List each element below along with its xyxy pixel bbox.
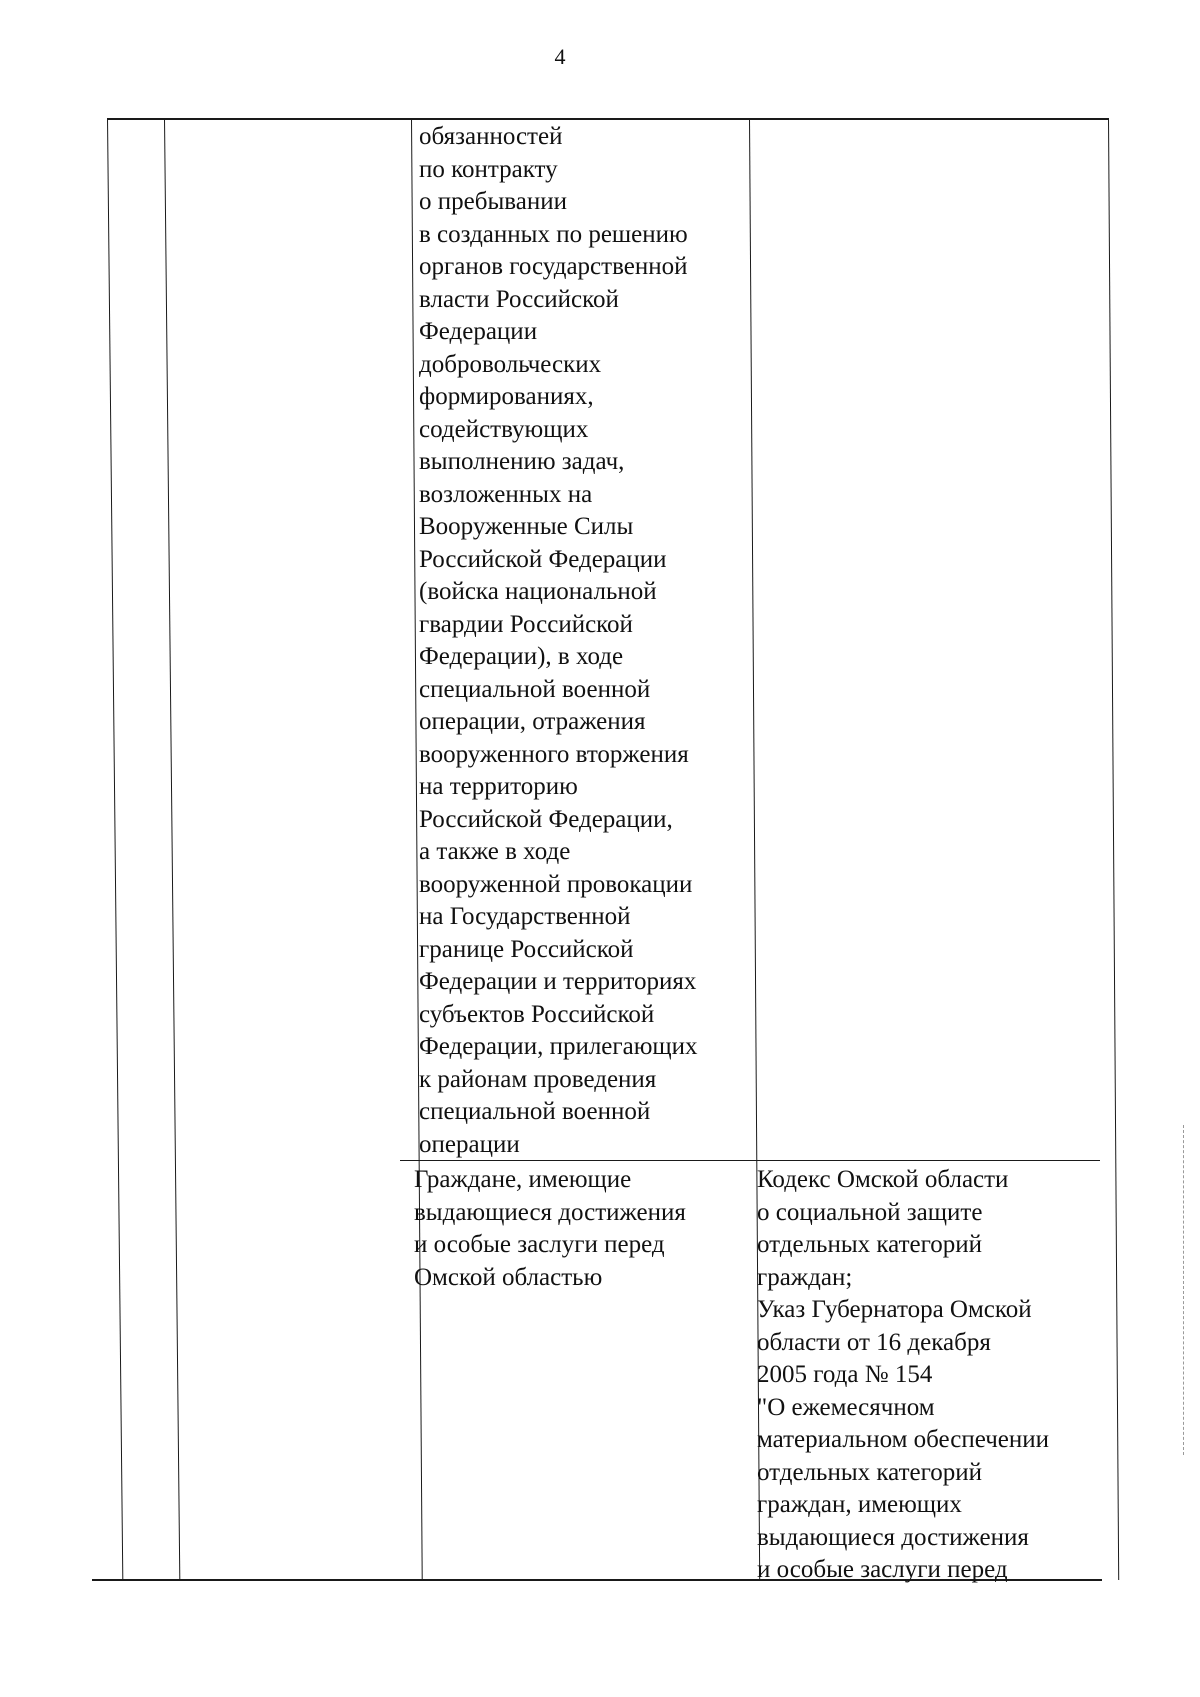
table-top-border <box>107 118 1108 120</box>
scan-edge-mark <box>1183 1125 1185 1455</box>
row2-category-cell: Граждане, имеющие выдающиеся достижения и особые заслуги перед Омской областью <box>414 1166 686 1291</box>
table-left-border <box>107 118 123 1580</box>
row1-category-cell: обязанностей по контракту о пребывании в созданных по решению органов государственной власти Российской Федерации добровольческих формированиях, содействующих выполнению задач, возложенных на Вооруженные Силы Российской Федерации (войска национальной гвардии Российской Федерации), в ходе специальной военной операции, отражения вооруженного вторжения на территорию Российской Федерации, а также в ходе вооруженной провокации на Государственной границе Российской Федерации и территориях субъектов Российской Федерации, прилегающих к районам проведения специальной военной операции <box>419 123 698 1158</box>
page-number: 4 <box>554 44 566 69</box>
row2-basis-cell: Кодекс Омской области о социальной защите отдельных категорий граждан; Указ Губернатора Омской области от 16 декабря 2005 года № 154 "О ежемесячном материальном обеспечении отдельных категорий граждан, имеющих выдающиеся достижения и особые заслуги перед <box>757 1166 1050 1583</box>
table-right-border <box>1108 118 1119 1580</box>
column-divider-1 <box>164 118 180 1580</box>
